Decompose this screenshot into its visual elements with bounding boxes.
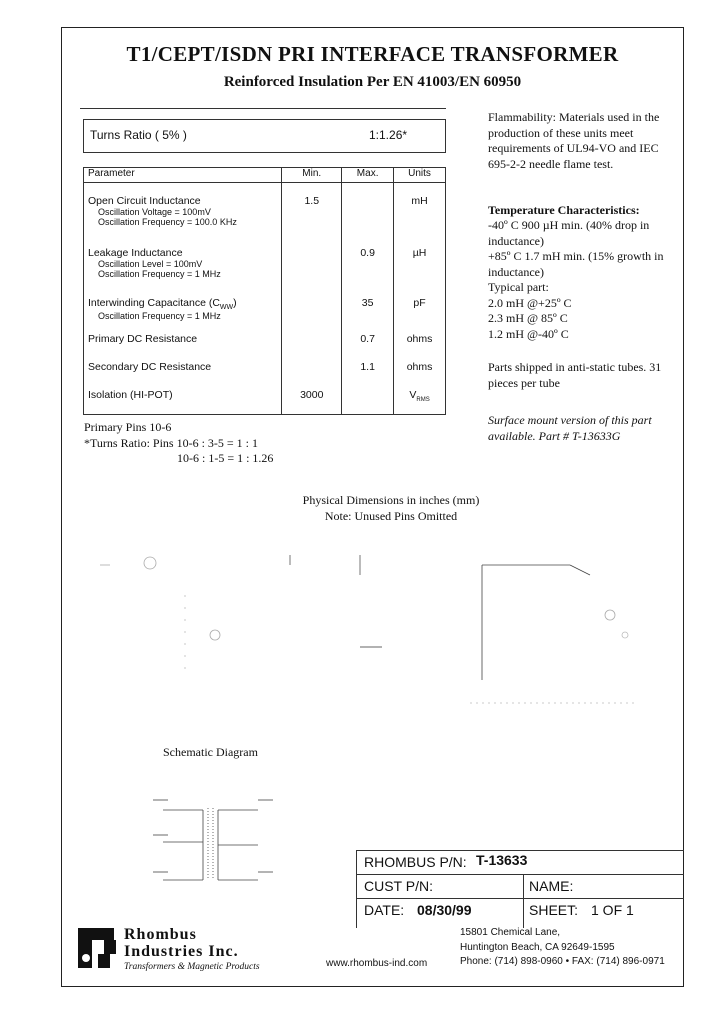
turns-ratio-note: *Turns Ratio: Pins 10-6 : 3-5 = 1 : 1 <box>84 435 259 450</box>
dimension-drawing <box>90 535 660 715</box>
divider <box>356 898 684 899</box>
header-max: Max. <box>342 168 394 183</box>
company-address-1: 15801 Chemical Lane, <box>460 927 561 938</box>
param-name: Isolation (HI-POT) <box>84 383 282 415</box>
temp-line: Typical part: <box>488 280 549 294</box>
param-condition: Oscillation Voltage = 100mV <box>98 207 211 217</box>
param-name: Secondary DC Resistance <box>84 355 282 383</box>
value-units: mH <box>394 183 446 235</box>
temp-line: +85º C 1.7 mH min. (15% growth in inductance) <box>488 249 664 279</box>
temp-line: 2.3 mH @ 85º C <box>488 311 568 325</box>
page-subtitle: Reinforced Insulation Per EN 41003/EN 60950 <box>223 74 522 90</box>
header-min: Min. <box>282 168 342 183</box>
value-units: µH <box>394 235 446 287</box>
param-subscript: WW <box>219 303 234 311</box>
param-condition: Oscillation Level = 100mV <box>98 258 203 269</box>
value-min <box>282 355 342 383</box>
pin-notes <box>84 420 273 467</box>
shipping-note: Parts shipped in anti-static tubes. 31 pieces per tube <box>488 360 662 390</box>
date-label: DATE: <box>364 902 405 918</box>
value-units: ohms <box>394 355 446 383</box>
table-row <box>84 235 446 287</box>
turns-ratio-box <box>83 119 446 153</box>
value-min: 1.5 <box>282 183 342 235</box>
value-units: V <box>409 388 417 401</box>
value-units: ohms <box>394 327 446 355</box>
value-max: 0.9 <box>342 235 394 287</box>
param-condition: Oscillation Frequency = 100.0 KHz <box>98 217 237 227</box>
company-name: Rhombus <box>124 926 197 943</box>
param-name-end: ) <box>233 296 237 309</box>
table-row <box>84 383 446 415</box>
table-row <box>84 327 446 355</box>
value-units: pF <box>394 287 446 327</box>
value-min: 3000 <box>282 383 342 415</box>
sheet-value: 1 OF 1 <box>591 902 634 918</box>
turns-ratio-note-2: 10-6 : 1-5 = 1 : 1.26 <box>177 451 274 465</box>
schematic-diagram <box>148 790 278 890</box>
param-name: Interwinding Capacitance (C <box>88 296 220 309</box>
units-subscript: RMS <box>416 396 430 403</box>
value-min <box>282 287 342 327</box>
smt-note: Surface mount version of this part available. Part # T-13633G <box>488 413 652 443</box>
name-label: NAME: <box>529 878 574 894</box>
company-address-2: Huntington Beach, CA 92649-1595 <box>460 942 615 953</box>
divider <box>80 108 446 109</box>
rhombus-logo-icon <box>78 928 122 972</box>
temperature-heading: Temperature Characteristics: <box>488 203 640 217</box>
date-value: 08/30/99 <box>417 902 472 918</box>
sheet-label: SHEET: <box>529 902 579 918</box>
table-row <box>84 355 446 383</box>
flammability-note: Flammability: Materials used in the production of these units meet requirements of UL94-VO and IEC 695-2-2 needle flame test. <box>488 110 660 171</box>
dimensions-note: Note: Unused Pins Omitted <box>324 509 458 523</box>
pn-value: T-13633 <box>476 852 528 868</box>
dimensions-title: Physical Dimensions in inches (mm) <box>302 493 480 507</box>
param-condition: Oscillation Frequency = 1 MHz <box>98 310 221 321</box>
value-max: 1.1 <box>342 355 394 383</box>
cust-label: CUST P/N: <box>364 878 433 894</box>
value-max <box>342 383 394 415</box>
spec-table-header <box>84 168 446 183</box>
page-title: T1/CEPT/ISDN PRI INTERFACE TRANSFORMER <box>126 42 619 66</box>
param-name: Leakage Inductance <box>88 246 183 259</box>
table-row <box>84 287 446 327</box>
turns-ratio-value: 1:1.26* <box>369 128 408 142</box>
schematic-title: Schematic Diagram <box>163 745 258 759</box>
param-condition: Oscillation Frequency = 1 MHz <box>98 268 221 279</box>
primary-pins-note: Primary Pins 10-6 <box>84 420 172 434</box>
pn-label: RHOMBUS P/N: <box>364 854 467 870</box>
value-min <box>282 235 342 287</box>
company-tagline: Transformers & Magnetic Products <box>124 962 260 972</box>
temp-line: 1.2 mH @-40º C <box>488 326 569 341</box>
table-row <box>84 183 446 235</box>
value-max <box>342 183 394 235</box>
divider <box>356 874 684 875</box>
param-name: Primary DC Resistance <box>84 327 282 355</box>
header-parameter: Parameter <box>84 168 282 183</box>
value-max: 0.7 <box>342 327 394 355</box>
company-name-2: Industries Inc. <box>124 943 239 960</box>
company-website[interactable]: www.rhombus-ind.com <box>326 958 428 969</box>
divider <box>523 874 524 928</box>
temperature-list <box>488 218 678 342</box>
temp-line: 2.0 mH @+25º C <box>488 295 572 310</box>
temp-line: -40º C 900 µH min. (40% drop in inductance) <box>488 218 650 248</box>
spec-table <box>83 167 446 415</box>
param-name: Open Circuit Inductance <box>88 195 201 207</box>
value-max: 35 <box>342 287 394 327</box>
value-min <box>282 327 342 355</box>
header-units: Units <box>394 168 446 183</box>
turns-ratio-label: Turns Ratio ( 5% ) <box>90 128 187 142</box>
company-phone: Phone: (714) 898-0960 • FAX: (714) 896-0971 <box>460 956 665 967</box>
